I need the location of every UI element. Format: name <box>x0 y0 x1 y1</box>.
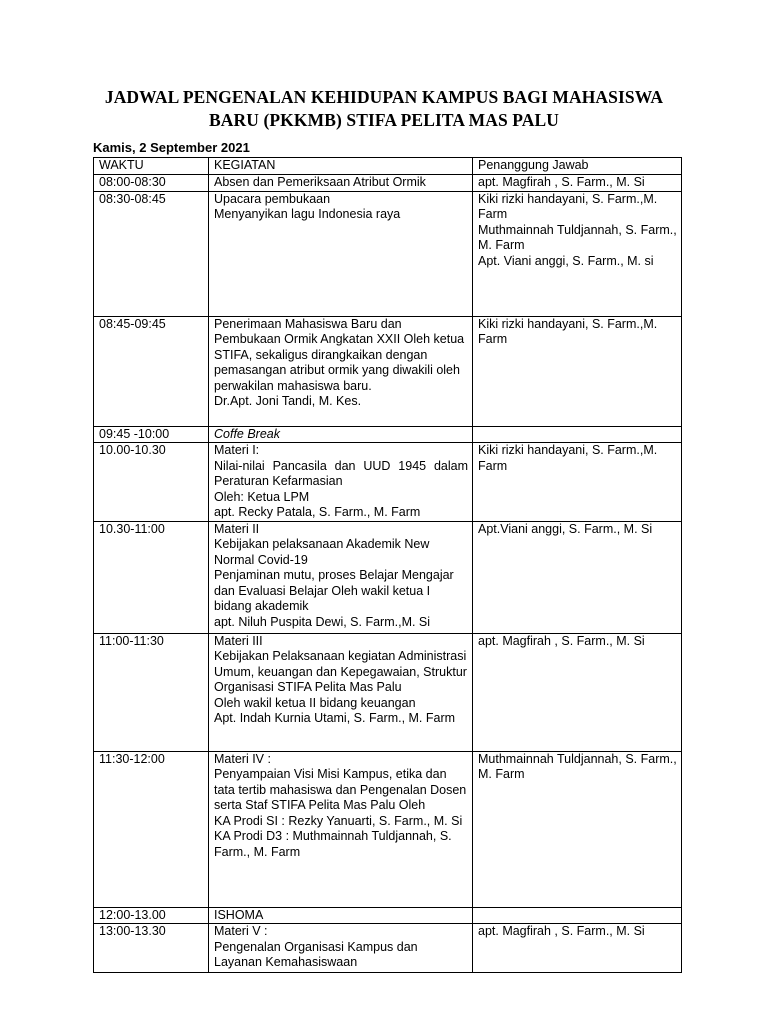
header-penanggung-jawab: Penanggung Jawab <box>473 158 682 175</box>
pj-line: Muthmainnah Tuldjannah, S. Farm., M. Farm <box>478 222 677 252</box>
cell-waktu: 11:30-12:00 <box>94 751 209 907</box>
cell-kegiatan <box>209 521 473 633</box>
pj-line: Kiki rizki handayani, S. Farm.,M. Farm <box>478 443 658 473</box>
table-row <box>94 191 682 316</box>
kegiatan-line: apt. Recky Patala, S. Farm., M. Farm <box>214 505 421 519</box>
kegiatan-line: Materi IV : <box>214 751 271 766</box>
document-title-line-2: BARU (PKKMB) STIFA PELITA MAS PALU <box>208 110 560 130</box>
cell-penanggung-jawab <box>473 443 682 522</box>
cell-waktu: 10.30-11:00 <box>94 521 209 633</box>
kegiatan-line: Penyampaian Visi Misi Kampus, etika dan tata tertib mahasiswa dan Pengenalan Dosen serta Staf STIFA Pelita Mas Palu Oleh <box>214 767 467 812</box>
kegiatan-line: Absen dan Pemeriksaan Atribut Ormik <box>214 175 426 189</box>
header-waktu: WAKTU <box>94 158 209 175</box>
cell-penanggung-jawab <box>473 907 682 924</box>
table-row <box>94 443 682 522</box>
table-header-row <box>94 158 682 175</box>
kegiatan-line: ISHOMA <box>214 907 264 922</box>
schedule-table <box>93 157 682 973</box>
cell-kegiatan <box>209 426 473 443</box>
pj-line: Muthmainnah Tuldjannah, S. Farm., M. Farm <box>478 751 677 781</box>
kegiatan-line: Coffe Break <box>214 426 281 441</box>
kegiatan-line: Nilai-nilai Pancasila dan UUD 1945 dalam Peraturan Kefarmasian <box>214 458 468 488</box>
kegiatan-line: Apt. Indah Kurnia Utami, S. Farm., M. Farm <box>214 711 456 725</box>
kegiatan-line: Menyanyikan lagu Indonesia raya <box>214 207 401 221</box>
kegiatan-line: Oleh: Ketua LPM <box>214 489 310 504</box>
kegiatan-line: KA Prodi D3 : Muthmainnah Tuldjannah, S. Farm., M. Farm <box>214 829 452 859</box>
kegiatan-line: Kebijakan Pelaksanaan kegiatan Administrasi Umum, keuangan dan Kepegawaian, Struktur Organisasi STIFA Pelita Mas Palu <box>214 649 467 694</box>
pj-line: Apt.Viani anggi, S. Farm., M. Si <box>478 521 653 536</box>
pj-line: Apt. Viani anggi, S. Farm., M. si <box>478 253 654 268</box>
cell-penanggung-jawab <box>473 633 682 751</box>
table-row <box>94 426 682 443</box>
kegiatan-line: Dr.Apt. Joni Tandi, M. Kes. <box>214 394 362 408</box>
cell-penanggung-jawab <box>473 191 682 316</box>
kegiatan-line: Upacara pembukaan <box>214 191 331 206</box>
table-row <box>94 633 682 751</box>
kegiatan-line: apt. Niluh Puspita Dewi, S. Farm.,M. Si <box>214 614 431 629</box>
header-kegiatan: KEGIATAN <box>209 158 473 175</box>
kegiatan-line: Materi I: <box>214 443 260 457</box>
cell-waktu: 13:00-13.30 <box>94 924 209 973</box>
cell-waktu: 11:00-11:30 <box>94 633 209 751</box>
document-title <box>60 86 708 132</box>
kegiatan-line: Materi V : <box>214 924 268 938</box>
cell-waktu: 09:45 -10:00 <box>94 426 209 443</box>
table-row <box>94 521 682 633</box>
cell-penanggung-jawab <box>473 426 682 443</box>
cell-waktu: 12:00-13.00 <box>94 907 209 924</box>
cell-waktu: 08:45-09:45 <box>94 316 209 426</box>
cell-kegiatan <box>209 191 473 316</box>
table-row <box>94 316 682 426</box>
cell-kegiatan <box>209 907 473 924</box>
cell-penanggung-jawab <box>473 175 682 192</box>
cell-kegiatan <box>209 924 473 973</box>
table-row <box>94 907 682 924</box>
schedule-date: Kamis, 2 September 2021 <box>93 140 250 155</box>
pj-line: apt. Magfirah , S. Farm., M. Si <box>478 633 645 648</box>
table-row <box>94 175 682 192</box>
kegiatan-line: Penjaminan mutu, proses Belajar Mengajar dan Evaluasi Belajar Oleh wakil ketua I bidang akademik <box>214 568 454 613</box>
kegiatan-line: Materi III <box>214 633 263 648</box>
kegiatan-line: Penerimaan Mahasiswa Baru dan Pembukaan Ormik Angkatan XXII Oleh ketua STIFA, sekaligus dirangkaikan dengan pemasangan atribut ormik yang diwakili oleh perwakilan mahasiswa baru. <box>214 316 465 393</box>
document-title-line-1: JADWAL PENGENALAN KEHIDUPAN KAMPUS BAGI MAHASISWA <box>104 87 664 107</box>
table-row <box>94 751 682 907</box>
pj-line: Kiki rizki handayani, S. Farm.,M. Farm <box>478 191 658 221</box>
cell-waktu: 10.00-10.30 <box>94 443 209 522</box>
kegiatan-line: Oleh wakil ketua II bidang keuangan <box>214 695 416 710</box>
cell-kegiatan <box>209 633 473 751</box>
kegiatan-line: KA Prodi SI : Rezky Yanuarti, S. Farm., M. Si <box>214 813 463 828</box>
cell-kegiatan <box>209 443 473 522</box>
pj-line: apt. Magfirah , S. Farm., M. Si <box>478 175 645 189</box>
cell-kegiatan <box>209 751 473 907</box>
cell-penanggung-jawab <box>473 316 682 426</box>
cell-waktu: 08:00-08:30 <box>94 175 209 192</box>
cell-penanggung-jawab <box>473 751 682 907</box>
pj-line: apt. Magfirah , S. Farm., M. Si <box>478 924 645 938</box>
kegiatan-line: Kebijakan pelaksanaan Akademik New Normal Covid-19 <box>214 537 430 567</box>
cell-penanggung-jawab <box>473 521 682 633</box>
cell-waktu: 08:30-08:45 <box>94 191 209 316</box>
kegiatan-line: Pengenalan Organisasi Kampus dan Layanan Kemahasiswaan <box>214 939 418 969</box>
cell-kegiatan <box>209 175 473 192</box>
pj-line: Kiki rizki handayani, S. Farm.,M. Farm <box>478 316 658 346</box>
table-row <box>94 924 682 973</box>
cell-penanggung-jawab <box>473 924 682 973</box>
cell-kegiatan <box>209 316 473 426</box>
kegiatan-line: Materi II <box>214 521 260 536</box>
